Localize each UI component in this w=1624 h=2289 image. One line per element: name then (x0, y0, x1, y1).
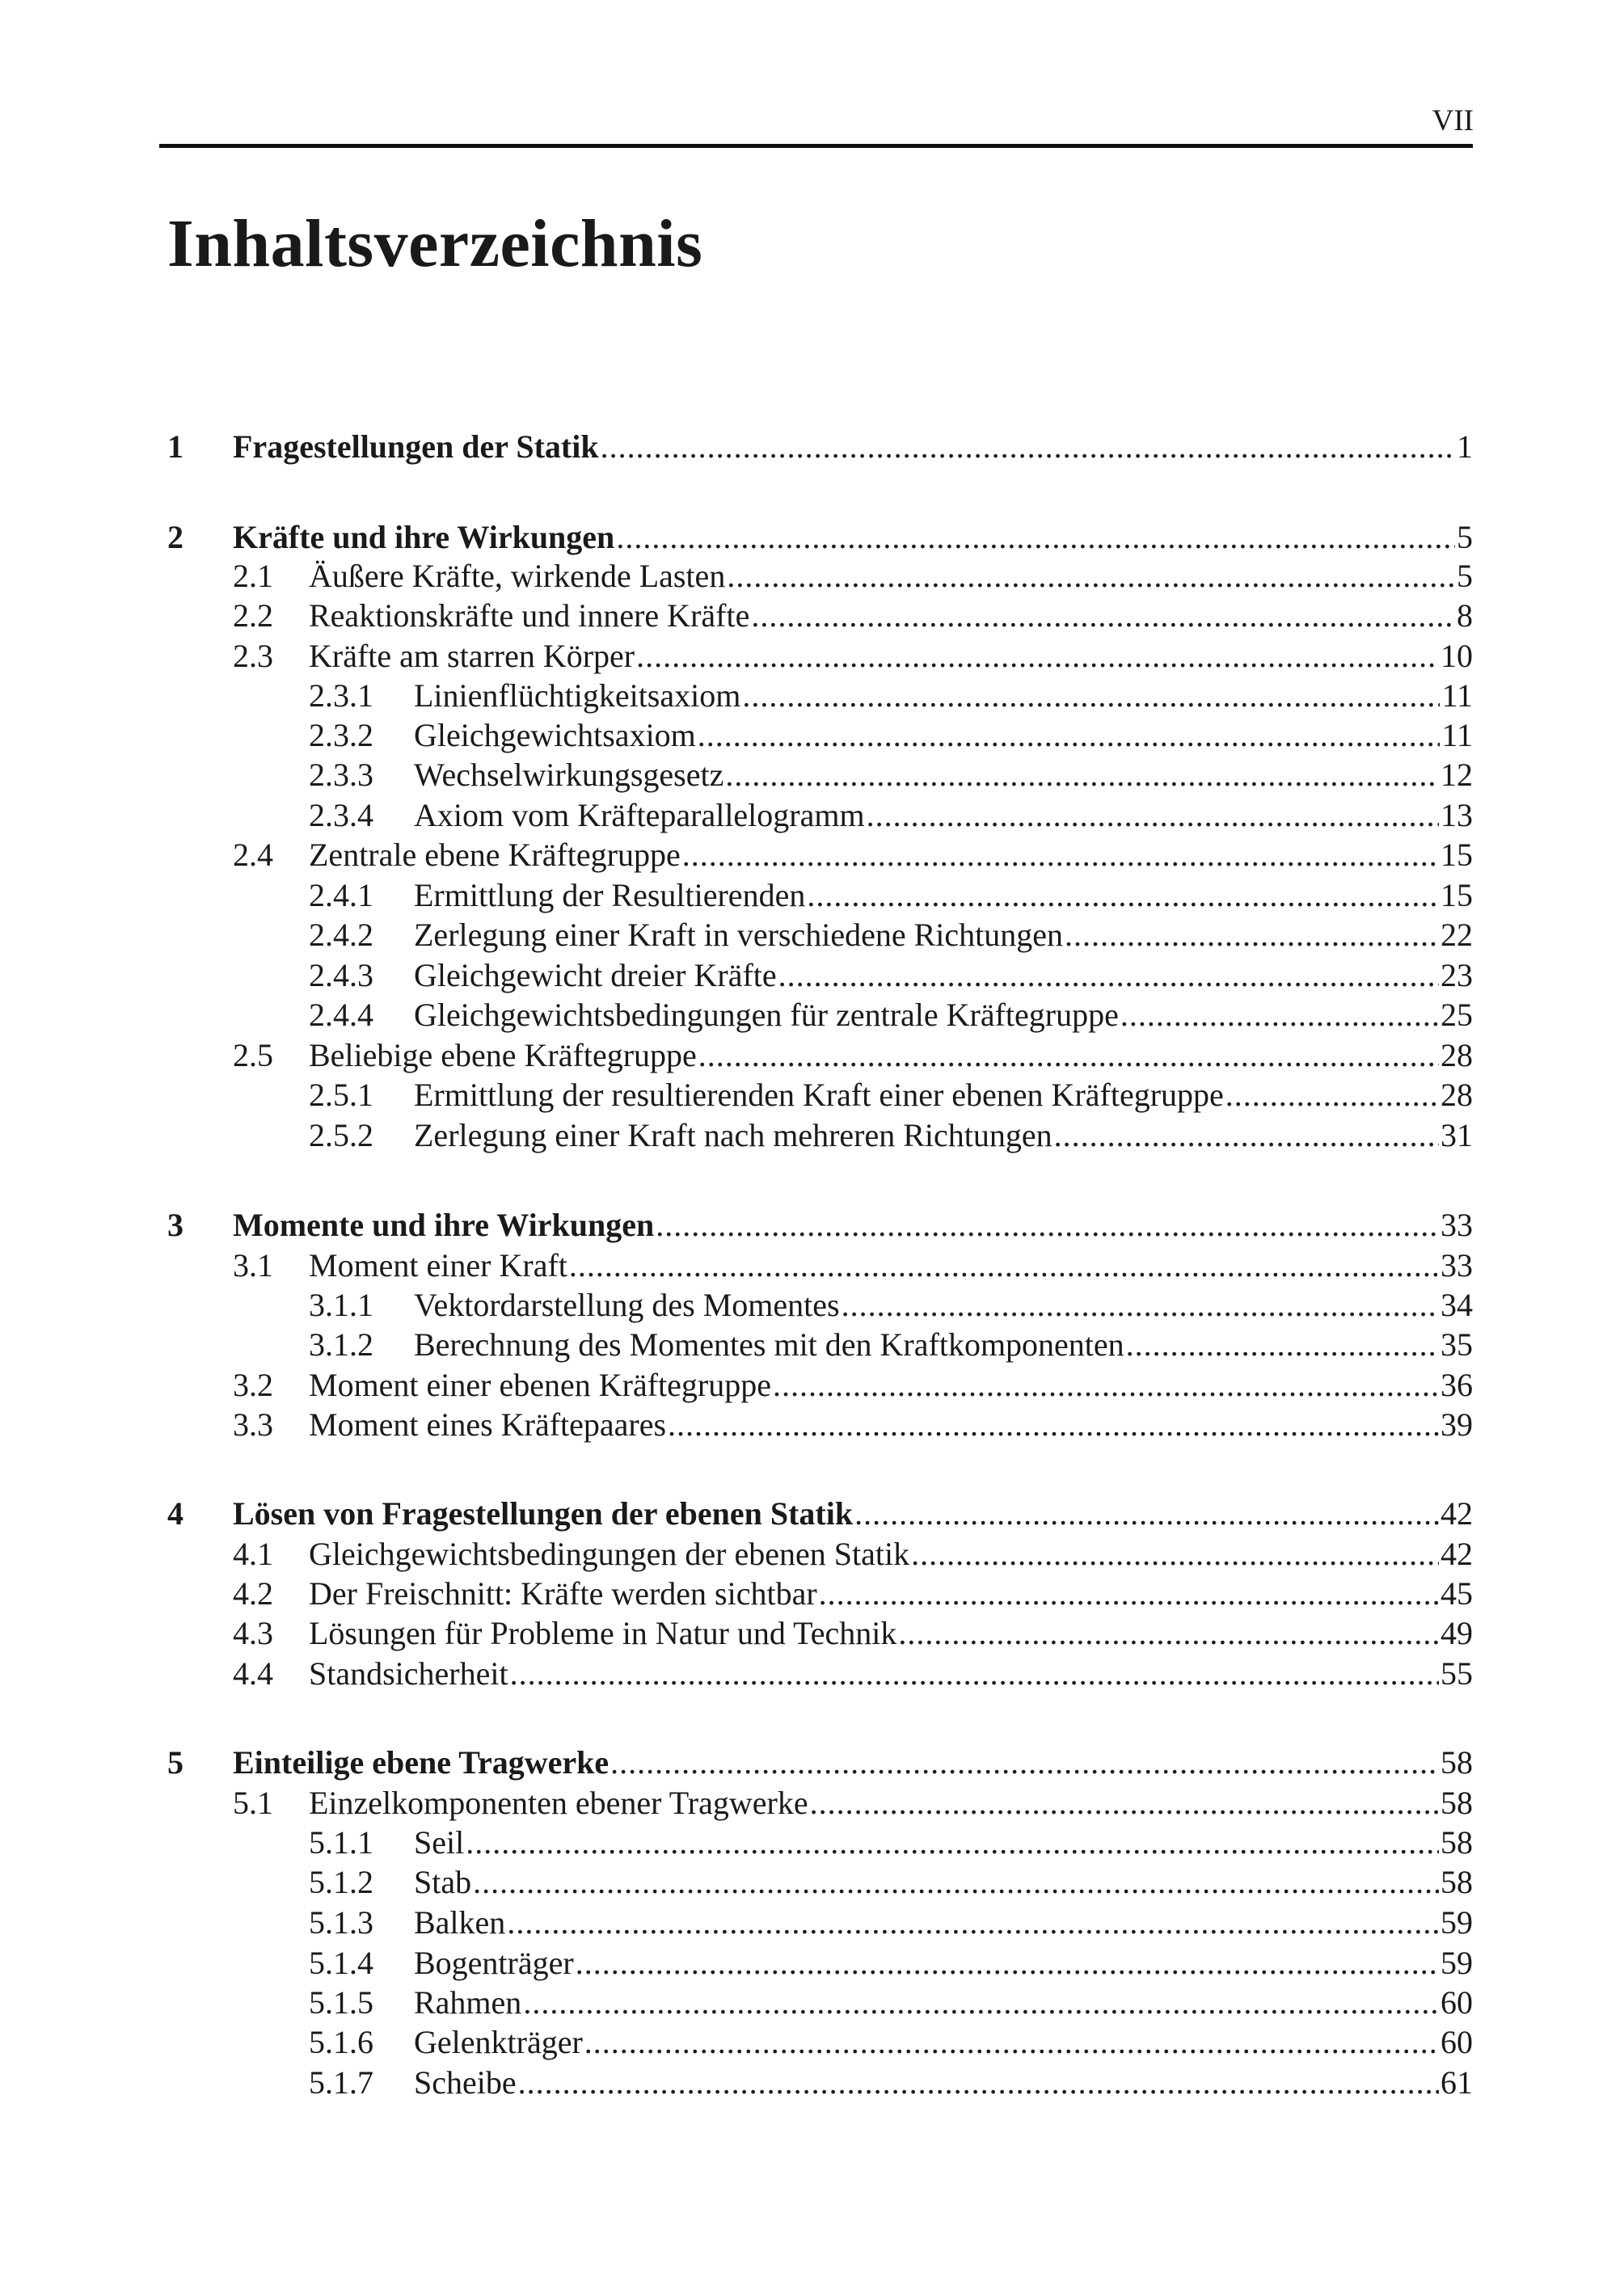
toc-number: 4.3 (233, 1615, 273, 1651)
dot-leader (636, 638, 1439, 675)
toc-entry[interactable] (233, 1785, 1473, 1822)
dot-leader (807, 877, 1439, 914)
toc-title: Stab (414, 1864, 472, 1900)
toc-number: 2.3.4 (309, 797, 373, 833)
toc-page-number: 42 (1441, 1495, 1473, 1532)
toc-page-number: 10 (1441, 638, 1473, 674)
dot-leader (507, 1904, 1439, 1941)
toc-number: 4.2 (233, 1575, 273, 1612)
dot-leader (466, 1824, 1439, 1861)
toc-entry[interactable] (167, 519, 1473, 556)
toc-entry[interactable] (309, 1904, 1473, 1941)
toc-page-number: 25 (1441, 997, 1473, 1033)
toc-entry[interactable] (233, 1406, 1473, 1444)
toc-page-number: 1 (1457, 428, 1473, 465)
toc-page-number: 33 (1441, 1247, 1473, 1284)
toc-entry[interactable] (233, 1615, 1473, 1652)
toc-number: 2.4 (233, 837, 273, 873)
toc-page-number: 5 (1457, 519, 1473, 555)
toc-number: 2.3.3 (309, 757, 373, 793)
toc-page-number: 61 (1441, 2064, 1473, 2101)
toc-entry[interactable] (167, 428, 1473, 466)
dot-leader (682, 837, 1439, 874)
toc-number: 3.3 (233, 1406, 273, 1443)
toc-title: Balken (414, 1904, 506, 1941)
toc-entry[interactable] (309, 1864, 1473, 1901)
toc-title: Zerlegung einer Kraft nach mehreren Richtungen (414, 1117, 1052, 1153)
toc-entry[interactable] (309, 997, 1473, 1034)
dot-leader (518, 2064, 1439, 2101)
toc-number: 5.1.7 (309, 2064, 373, 2101)
toc-title: Ermittlung der resultierenden Kraft einer ebenen Kräftegruppe (414, 1077, 1224, 1113)
toc-title: Lösen von Fragestellungen der ebenen Statik (233, 1495, 854, 1532)
toc-page-number: 13 (1441, 797, 1473, 833)
toc-title: Gleichgewichtsaxiom (414, 717, 696, 753)
toc-number: 4.1 (233, 1536, 273, 1572)
toc-page-number: 59 (1441, 1904, 1473, 1941)
toc-page-number: 36 (1441, 1367, 1473, 1403)
toc-number: 2.4.4 (309, 997, 373, 1033)
toc-title: Lösungen für Probleme in Natur und Technik (309, 1615, 897, 1651)
toc-number: 5.1.6 (309, 2024, 373, 2060)
dot-leader (610, 1744, 1439, 1781)
dot-leader (616, 519, 1455, 556)
dot-leader (725, 757, 1439, 794)
page-number: VII (1432, 104, 1474, 137)
toc-entry[interactable] (309, 877, 1473, 914)
dot-leader (698, 1037, 1439, 1074)
toc-entry[interactable] (309, 1117, 1473, 1154)
toc-title: Vektordarstellung des Momentes (414, 1287, 840, 1323)
toc-title: Momente und ihre Wirkungen (233, 1207, 655, 1243)
toc-page-number: 55 (1441, 1655, 1473, 1692)
toc-page-number: 33 (1441, 1207, 1473, 1243)
dot-leader (867, 797, 1439, 834)
toc-title: Kräfte und ihre Wirkungen (233, 519, 615, 555)
toc-title: Einzelkomponenten ebener Tragwerke (309, 1785, 808, 1821)
toc-title: Standsicherheit (309, 1655, 508, 1692)
toc-title: Gelenkträger (414, 2024, 583, 2060)
toc-entry[interactable] (309, 1326, 1473, 1364)
toc-number: 5.1.1 (309, 1824, 373, 1861)
toc-title: Kräfte am starren Körper (309, 638, 635, 674)
toc-entry[interactable] (233, 1247, 1473, 1284)
toc-title: Zerlegung einer Kraft in verschiedene Richtungen (414, 917, 1064, 953)
toc-entry[interactable] (309, 2064, 1473, 2101)
toc-number: 2 (167, 519, 183, 555)
toc-title: Bogenträger (414, 1945, 574, 1981)
dot-leader (523, 1984, 1439, 2021)
toc-page-number: 15 (1441, 837, 1473, 873)
toc-entry[interactable] (309, 957, 1473, 994)
toc-entry[interactable] (233, 837, 1473, 874)
toc-entry[interactable] (309, 1077, 1473, 1114)
toc-entry[interactable] (309, 1287, 1473, 1324)
toc-page-number: 28 (1441, 1037, 1473, 1073)
dot-leader (911, 1536, 1439, 1573)
toc-title: Berechnung des Momentes mit den Kraftkomponenten (414, 1326, 1124, 1363)
toc-number: 3.2 (233, 1367, 273, 1403)
toc-number: 2.4.2 (309, 917, 373, 953)
toc-number: 3.1.2 (309, 1326, 373, 1363)
toc-entry[interactable] (233, 597, 1473, 634)
dot-leader (1054, 1117, 1439, 1154)
dot-leader (601, 428, 1455, 466)
toc-title: Seil (414, 1824, 465, 1861)
toc-page-number: 15 (1441, 877, 1473, 913)
toc-number: 2.1 (233, 558, 273, 594)
page-title: Inhaltsverzeichnis (167, 206, 703, 281)
dot-leader (727, 558, 1455, 595)
toc-entry[interactable] (309, 757, 1473, 794)
toc-entry[interactable] (309, 1945, 1473, 1982)
toc-page-number: 45 (1441, 1575, 1473, 1612)
toc-entry[interactable] (309, 917, 1473, 954)
toc-entry[interactable] (309, 2024, 1473, 2061)
dot-leader (698, 717, 1441, 754)
dot-leader (668, 1406, 1439, 1444)
toc-number: 2.4.3 (309, 957, 373, 993)
dot-leader (1065, 917, 1439, 954)
toc-entry[interactable] (233, 1655, 1473, 1693)
toc-entry[interactable] (309, 1984, 1473, 2021)
dot-leader (854, 1495, 1439, 1532)
toc-number: 2.5.2 (309, 1117, 373, 1153)
dot-leader (473, 1864, 1439, 1901)
toc-number: 2.3.2 (309, 717, 373, 753)
dot-leader (510, 1655, 1439, 1693)
toc-title: Scheibe (414, 2064, 517, 2101)
toc-entry[interactable] (233, 1367, 1473, 1404)
toc-number: 3.1.1 (309, 1287, 373, 1323)
toc-number: 5.1 (233, 1785, 273, 1821)
toc-number: 2.4.1 (309, 877, 373, 913)
toc-page-number: 11 (1441, 677, 1473, 714)
dot-leader (778, 957, 1439, 994)
toc-page-number: 34 (1441, 1287, 1473, 1323)
toc-entry[interactable] (233, 1037, 1473, 1074)
toc-entry[interactable] (233, 1536, 1473, 1573)
dot-leader (810, 1785, 1439, 1822)
dot-leader (1120, 997, 1439, 1034)
toc-page-number: 12 (1441, 757, 1473, 793)
toc-title: Fragestellungen der Statik (233, 428, 599, 465)
dot-leader (576, 1945, 1439, 1982)
toc-title: Gleichgewicht dreier Kräfte (414, 957, 777, 993)
dot-leader (569, 1247, 1439, 1284)
dot-leader (751, 597, 1455, 634)
toc-number: 1 (167, 428, 183, 465)
toc-page-number: 28 (1441, 1077, 1473, 1113)
toc-page-number: 23 (1441, 957, 1473, 993)
toc-title: Der Freischnitt: Kräfte werden sichtbar (309, 1575, 817, 1612)
toc-title: Axiom vom Kräfteparallelogramm (414, 797, 865, 833)
toc-page-number: 49 (1441, 1615, 1473, 1651)
toc-title: Gleichgewichtsbedingungen für zentrale Kräftegruppe (414, 997, 1119, 1033)
toc-entry[interactable] (233, 638, 1473, 675)
toc-entry[interactable] (309, 717, 1473, 754)
toc-entry[interactable] (309, 797, 1473, 834)
toc-number: 5 (167, 1744, 183, 1781)
toc-page-number: 58 (1441, 1864, 1473, 1900)
toc-page-number: 5 (1457, 558, 1473, 594)
toc-title: Gleichgewichtsbedingungen der ebenen Statik (309, 1536, 910, 1572)
toc-entry[interactable] (233, 1575, 1473, 1612)
toc-page-number: 22 (1441, 917, 1473, 953)
toc-page-number: 60 (1441, 2024, 1473, 2060)
dot-leader (773, 1367, 1439, 1404)
toc-page-number: 39 (1441, 1406, 1473, 1443)
toc-number: 5.1.3 (309, 1904, 373, 1941)
toc-page-number: 35 (1441, 1326, 1473, 1363)
toc-page-number: 42 (1441, 1536, 1473, 1572)
toc-number: 4 (167, 1495, 183, 1532)
toc-title: Reaktionskräfte und innere Kräfte (309, 597, 750, 634)
toc-title: Zentrale ebene Kräftegruppe (309, 837, 681, 873)
toc-number: 2.3.1 (309, 677, 373, 714)
toc-title: Moment einer Kraft (309, 1247, 567, 1284)
toc-number: 2.3 (233, 638, 273, 674)
toc-title: Wechselwirkungsgesetz (414, 757, 724, 793)
toc-entry[interactable] (233, 558, 1473, 595)
toc-title: Linienflüchtigkeitsaxiom (414, 677, 741, 714)
toc-number: 3 (167, 1207, 183, 1243)
toc-number: 5.1.5 (309, 1984, 373, 2021)
toc-entry[interactable] (167, 1207, 1473, 1244)
dot-leader (842, 1287, 1439, 1324)
toc-page-number: 59 (1441, 1945, 1473, 1981)
toc-page-number: 60 (1441, 1984, 1473, 2021)
toc-page-number: 8 (1457, 597, 1473, 634)
toc-page-number: 58 (1441, 1824, 1473, 1861)
toc-page-number: 11 (1441, 717, 1473, 753)
toc-entry[interactable] (167, 1495, 1473, 1532)
toc-number: 4.4 (233, 1655, 273, 1692)
dot-leader (819, 1575, 1439, 1612)
toc-entry[interactable] (309, 677, 1473, 715)
toc-number: 3.1 (233, 1247, 273, 1284)
dot-leader (1126, 1326, 1439, 1364)
toc-page-number: 58 (1441, 1785, 1473, 1821)
toc-number: 5.1.4 (309, 1945, 373, 1981)
toc-title: Äußere Kräfte, wirkende Lasten (309, 558, 726, 594)
toc-title: Beliebige ebene Kräftegruppe (309, 1037, 697, 1073)
toc-title: Rahmen (414, 1984, 522, 2021)
toc-number: 2.5.1 (309, 1077, 373, 1113)
toc-page-number: 31 (1441, 1117, 1473, 1153)
toc-title: Moment eines Kräftepaares (309, 1406, 667, 1443)
dot-leader (742, 677, 1440, 715)
toc-entry[interactable] (167, 1744, 1473, 1781)
toc-number: 2.5 (233, 1037, 273, 1073)
toc-title: Einteilige ebene Tragwerke (233, 1744, 610, 1781)
toc-page-number: 58 (1441, 1744, 1473, 1781)
toc-number: 2.2 (233, 597, 273, 634)
dot-leader (898, 1615, 1439, 1652)
dot-leader (584, 2024, 1439, 2061)
dot-leader (1225, 1077, 1439, 1114)
dot-leader (656, 1207, 1439, 1244)
toc-title: Moment einer ebenen Kräftegruppe (309, 1367, 771, 1403)
toc-title: Ermittlung der Resultierenden (414, 877, 806, 913)
toc-number: 5.1.2 (309, 1864, 373, 1900)
toc-entry[interactable] (309, 1824, 1473, 1861)
